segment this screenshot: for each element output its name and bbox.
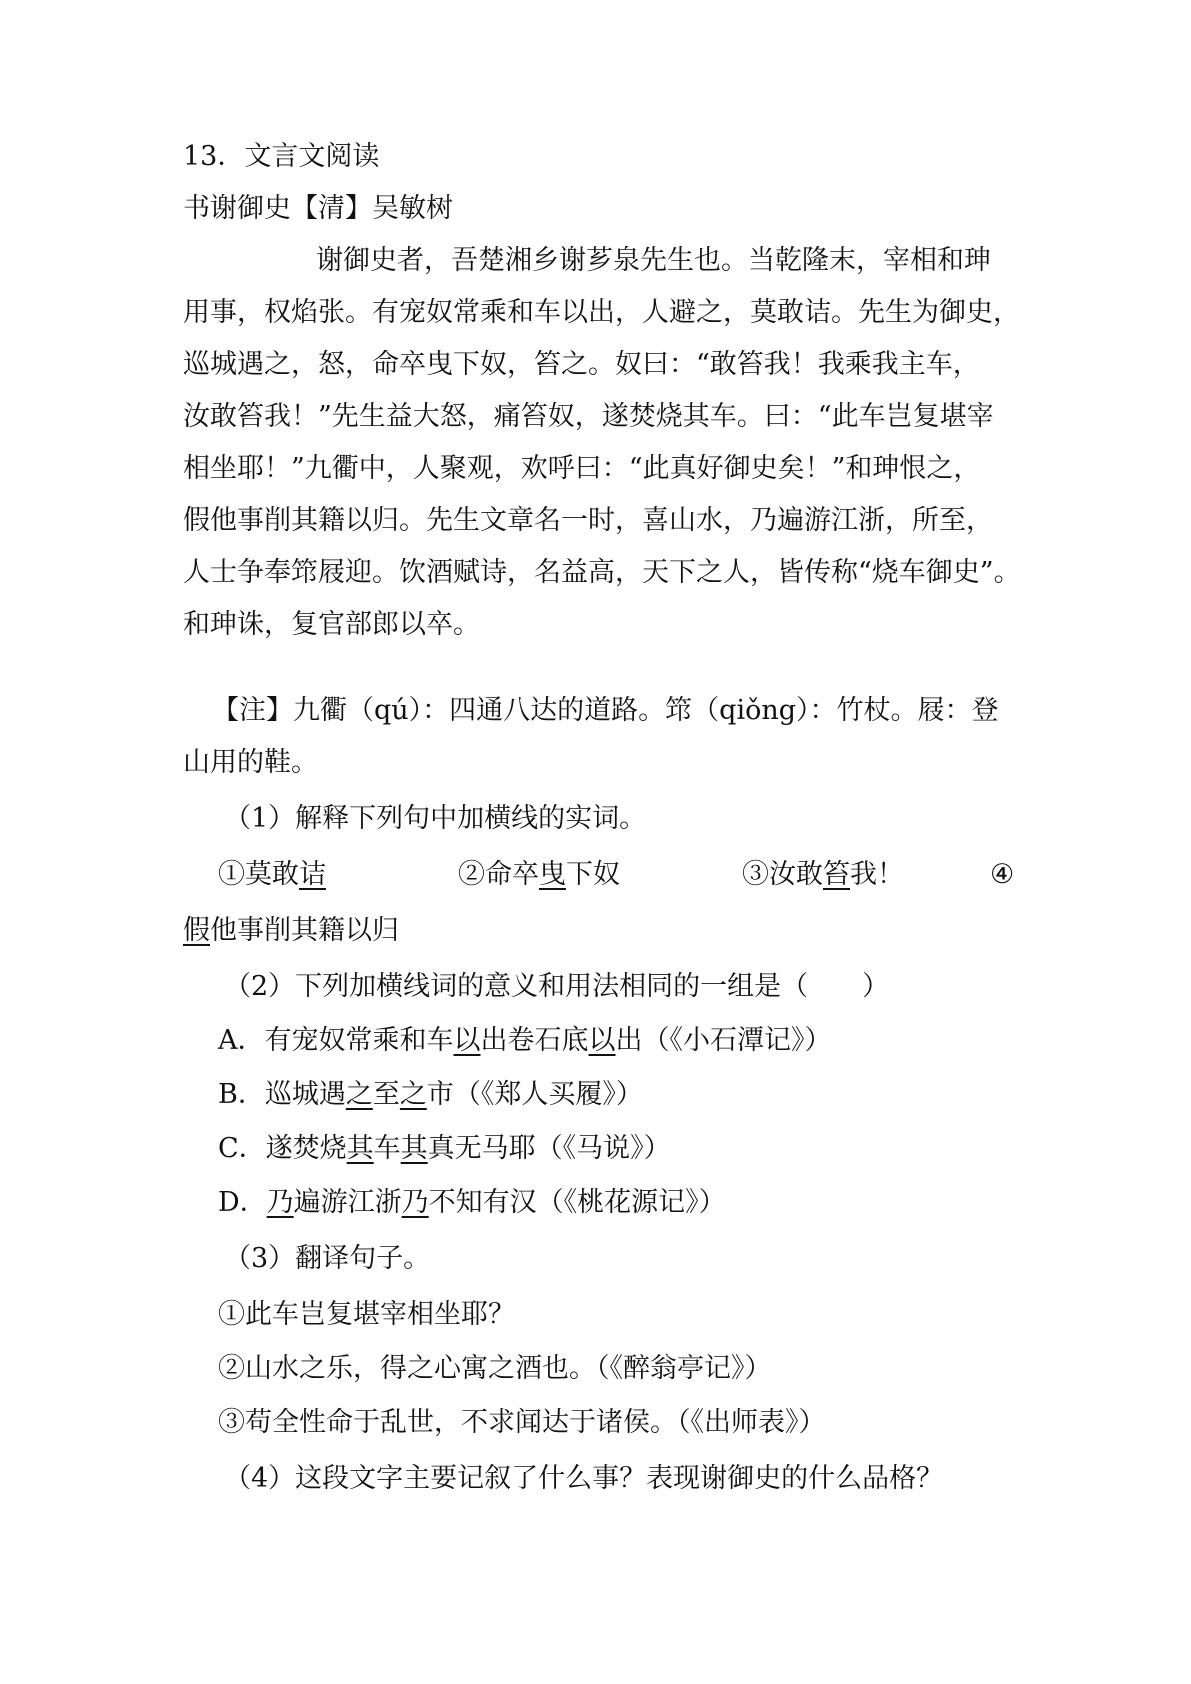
q2-option-a: A．有宠奴常乘和车以出卷石底以出（《小石潭记》） xyxy=(218,1025,832,1056)
q1-item-4-mark: ④ xyxy=(990,859,1015,890)
question-1-prompt: （1）解释下列句中加横线的实词。 xyxy=(224,803,647,834)
q2-option-d: D．乃遍游江浙乃不知有汉（《桃花源记》） xyxy=(218,1187,726,1218)
question-2-prompt: （2）下列加横线词的意义和用法相同的一组是（ ） xyxy=(224,971,890,1002)
underlined-word: 之 xyxy=(345,1079,373,1110)
underlined-word: 以 xyxy=(453,1025,481,1056)
underlined-word: 假 xyxy=(183,915,210,946)
question-3-prompt: （3）翻译句子。 xyxy=(224,1243,431,1274)
q3-sentence: ②山水之乐，得之心寓之酒也。（《醉翁亭记》） xyxy=(218,1353,772,1384)
passage-line: 巡城遇之，怒，命卒曳下奴，笞之。奴曰：“敢笞我！我乘我主车， xyxy=(183,349,980,380)
q1-item-1: ①莫敢诘 xyxy=(218,859,326,890)
note-line: 山用的鞋。 xyxy=(183,747,318,778)
passage-line: 和珅诛，复官部郎以卒。 xyxy=(183,609,480,640)
q1-item-2: ②命卒曳下奴 xyxy=(458,859,620,890)
underlined-word: 其 xyxy=(400,1133,428,1164)
question-heading xyxy=(183,138,379,176)
underlined-word: 诘 xyxy=(299,859,326,890)
underlined-word: 之 xyxy=(399,1079,427,1110)
passage-line: 人士争奉筇屐迎。饮酒赋诗，名益高，天下之人，皆传称“烧车御史”。 xyxy=(183,557,1021,588)
underlined-word: 笞 xyxy=(823,859,850,890)
underlined-word: 以 xyxy=(588,1025,616,1056)
underlined-word: 乃 xyxy=(266,1187,294,1218)
passage-line: 用事，权焰张。有宠奴常乘和车以出，人避之，莫敢诘。先生为御史， xyxy=(183,297,1020,328)
q2-option-c: C．遂焚烧其车其真无马耶（《马说》） xyxy=(218,1133,671,1164)
underlined-word: 曳 xyxy=(539,859,566,890)
q3-sentence: ①此车岂复堪宰相坐耶？ xyxy=(218,1299,515,1330)
underlined-word: 乃 xyxy=(401,1187,429,1218)
passage-line: 假他事削其籍以归。先生文章名一时，喜山水，乃遍游江浙，所至， xyxy=(183,505,993,536)
passage-line: 谢御史者，吾楚湘乡谢芗泉先生也。当乾隆末，宰相和珅 xyxy=(316,245,991,276)
passage-source: 书谢御史【清】吴敏树 xyxy=(183,193,453,224)
q1-item-3: ③汝敢笞我！ xyxy=(742,859,904,890)
question-title: 文言文阅读 xyxy=(244,141,380,172)
q1-item-4: 假他事削其籍以归 xyxy=(183,915,399,946)
q3-sentence: ③苟全性命于乱世，不求闻达于诸侯。（《出师表》） xyxy=(218,1407,826,1438)
question-4-prompt: （4）这段文字主要记叙了什么事？表现谢御史的什么品格？ xyxy=(224,1463,944,1494)
passage-line: 相坐耶！”九衢中，人聚观，欢呼曰：“此真好御史矣！”和珅恨之， xyxy=(183,453,981,484)
question-number: 13． xyxy=(183,141,245,172)
underlined-word: 其 xyxy=(346,1133,374,1164)
passage-line: 汝敢笞我！”先生益大怒，痛笞奴，遂焚烧其车。曰：“此车岂复堪宰 xyxy=(183,401,994,432)
q2-option-b: B．巡城遇之至之市（《郑人买履》） xyxy=(218,1079,643,1110)
note-line: 【注】九衢（qú）：四通八达的道路。筇（qiǒng）：竹杖。屐：登 xyxy=(212,695,999,726)
